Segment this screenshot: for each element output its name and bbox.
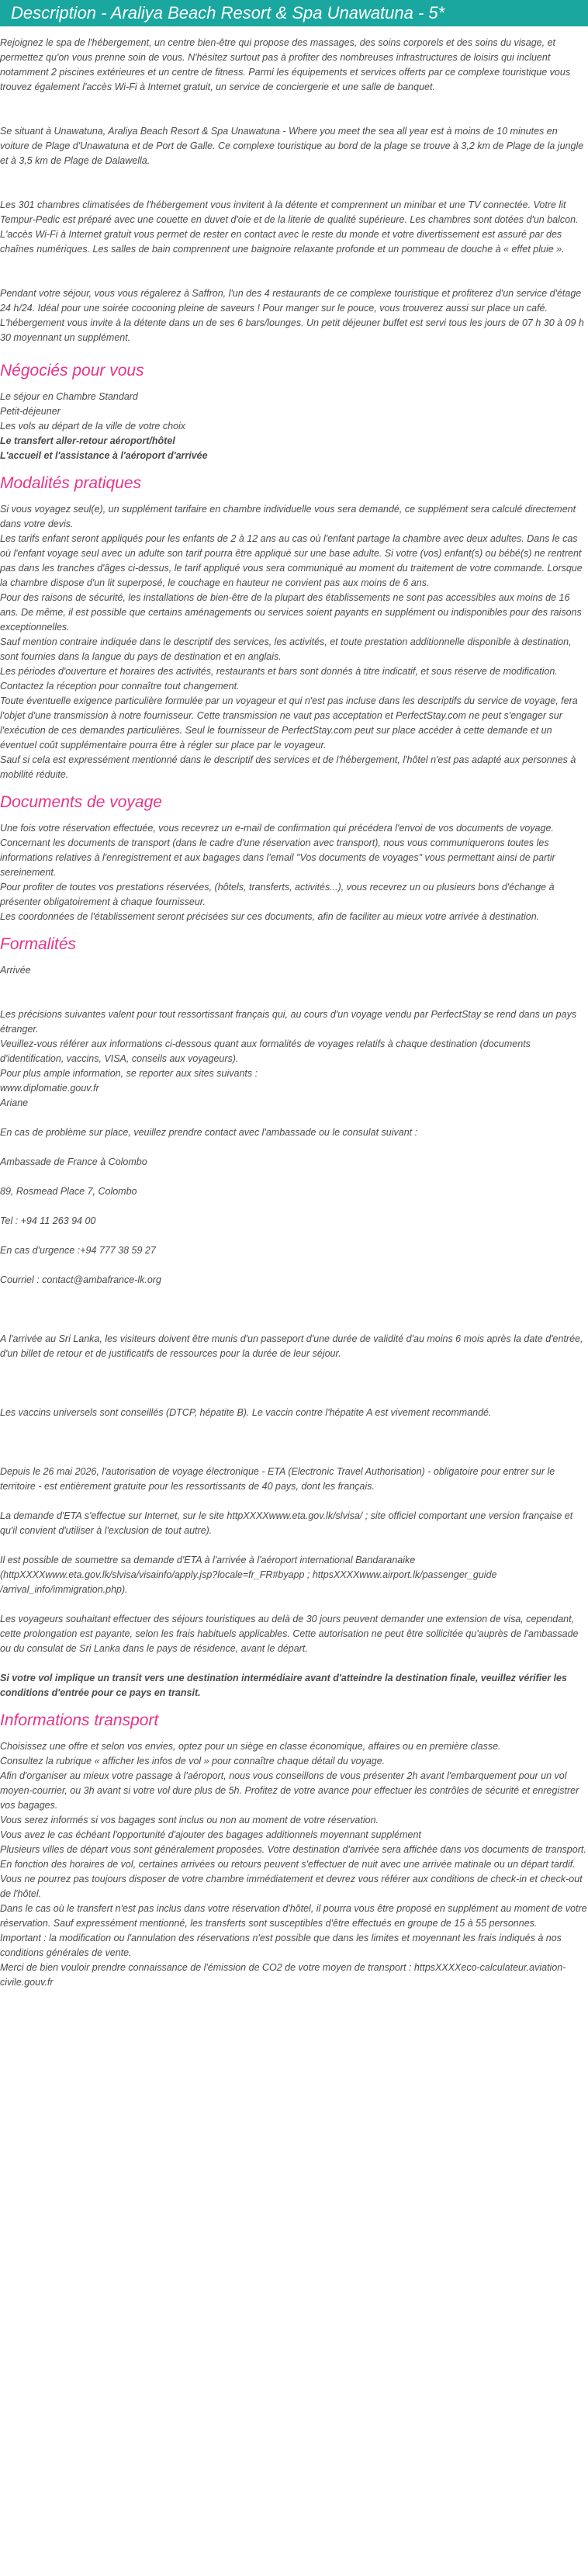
embassy-address: 89, Rosmead Place 7, Colombo bbox=[0, 1186, 137, 1197]
embassy-name: Ambassade de France à Colombo bbox=[0, 1156, 147, 1167]
section-heading-formalites: Formalités bbox=[0, 935, 77, 953]
text-line: Les tarifs enfant seront appliqués pour les enfants de 2 à 12 ans au cas où l'enfant partage la chambre avec deux adultes. Dans le cas où l'enfant voyage seul avec un adulte son tarif pourra être appliqué sur une base adulte. Si votre (vos) enfant(s) ou bébé(s) ne rentrent pas dans les tranches d'âges ci-dessus, le tarif appliqué vous sera communiqué au moment du traitement de votre commande. Lorsque la chambre dispose d'un lit superposé, le couchage en hauteur ne convient pas aux moins de 6 ans. bbox=[0, 533, 583, 588]
description-paragraph: Pendant votre séjour, vous vous régalerez à Saffron, l'un des 4 restaurants de ce complexe touristique et profiterez d'un service d'étage 24 h/24. Idéal pour une soirée cocooning pleine de saveurs ! Pour manger sur le pouce, vous trouverez aussi sur place un café. L'hébergement vous invite à la détente dans un de ses 6 bars/lounges. Un petit déjeuner buffet est servi tous les jours de 07 h 30 à 09 h 30 moyennant un supplément. bbox=[0, 288, 584, 343]
text-line: Il est possible de soumettre sa demande d'ETA à l'arrivée à l'aéroport international Bandaranaike (httpXXXXwww.eta.gov.lk/slvisa/visainfo/apply.jsp?locale=fr_FR#byapp ; httpsXXXXwww.airport.lk/passenger_guide /arrival_info/immigration.php). bbox=[0, 1555, 497, 1595]
text-line: Important : la modification ou l'annulation des réservations n'est possible que dans les limites et moyennant les frais indiqués à nos conditions générales de vente. bbox=[0, 1933, 562, 1958]
list-item: Petit-déjeuner bbox=[0, 406, 61, 417]
text-line: A l'arrivée au Sri Lanka, les visiteurs doivent être munis d'un passeport d'une durée de validité d'au moins 6 mois après la date d'entrée, d'un billet de retour et de justificatifs de ressources pour la durée de leur séjour. bbox=[0, 1333, 583, 1359]
text-line: Les vaccins universels sont conseillés (DTCP, hépatite B). Le vaccin contre l'hépatite A est vivement recommandé. bbox=[0, 1407, 492, 1418]
description-paragraph: Rejoignez le spa de l'hébergement, un centre bien-être qui propose des massages, des soins corporels et des soins du visage, et permettez qu'on vous prenne soin de vous. N'hésitez surtout pas à profiter des nombreuses infrastructures de loisirs qui incluent notamment 2 piscines extérieures et un centre de fitness. Parmi les équipements et services offerts par ce complexe touristique vous trouvez également l'accès Wi-Fi à Internet gratuit, un service de conciergerie et une salle de banquet. bbox=[0, 37, 571, 92]
text-line: Pour des raisons de sécurité, les installations de bien-être de la plupart des établissements ne sont pas accessibles aux moins de 16 ans. De même, il est possible que certains aménagements ou services soient payants en supplément ou indisponibles pour des raisons exceptionnelles. bbox=[0, 592, 582, 633]
text-line: Les précisions suivantes valent pour tout ressortissant français qui, au cours d'un voyage vendu par PerfectStay se rend dans un pays étranger. bbox=[0, 1009, 577, 1035]
list-item: Le séjour en Chambre Standard bbox=[0, 391, 138, 402]
section-heading-negocies: Négociés pour vous bbox=[0, 362, 144, 380]
text-line: Consultez la rubrique « afficher les infos de vol » pour connaître chaque détail du voyage. bbox=[0, 1756, 386, 1766]
text-line: Pour plus ample information, se reporter aux sites suivants : bbox=[0, 1068, 258, 1079]
text-line: En fonction des horaires de vol, certaines arrivées ou retours peuvent s'effectuer de nuit avec une arrivée matinale ou un départ tardif. Vous ne pourrez pas toujours disposer de votre chambre immédiatement et devrez vous référer aux conditions de check-in et check-out de l'hôtel. bbox=[0, 1859, 583, 1899]
text-line: Afin d'organiser au mieux votre passage à l'aéroport, nous vous conseillons de vous présenter 2h avant l'embarquement pour un vol moyen-courrier, ou 3h avant si votre vol dure plus de 5h. Profitez de votre avance pour effectuer les contrôles de sécurité et enregistrer vos bagages. bbox=[0, 1770, 579, 1811]
embassy-tel: Tel : +94 11 263 94 00 bbox=[0, 1215, 96, 1226]
text-line: Toute éventuelle exigence particulière formulée par un voyageur et qui n'est pas incluse dans les descriptifs du service de voyage, fera l'objet d'une transmission à notre fournisseur. Cette transmission ne vaut pas acceptation et PerfectStay.com ne peut s'engager sur l'exécution de ces demandes particulières. Seul le fournisseur de PerfectStay.com peut sur place accéder à cette demande et un éventuel coût supplémentaire pourra être à régler sur place par le voyageur. bbox=[0, 695, 578, 751]
text-line: Les voyageurs souhaitant effectuer des séjours touristiques au delà de 30 jours peuvent demander une extension de visa, cependant, cette prolongation est payante, selon les frais habituels applicables. Cette autorisation ne peut être sollicitée qu'auprès de l'ambassade ou du consulat de Sri Lanka dans le pays de résidence, avant le départ. bbox=[0, 1614, 579, 1654]
arrivee-label: Arrivée bbox=[0, 965, 31, 976]
diplomatie-link[interactable]: www.diplomatie.gouv.fr bbox=[0, 1083, 99, 1094]
description-paragraph: Les 301 chambres climatisées de l'hébergement vous invitent à la détente et comprennent un minibar et une TV connectée. Votre lit Tempur-Pedic est préparé avec une couette en duvet d'oie et de la literie de qualité supérieure. Les chambres sont dotées d'un balcon. L'accès Wi-Fi à Internet gratuit vous permet de rester en contact avec le reste du monde et votre divertissement est assuré par des chaînes numériques. Les salles de bain comprennent une baignoire relaxante profonde et un pommeau de douche à « effet pluie ». bbox=[0, 199, 579, 255]
embassy-email: Courriel : contact@ambafrance-lk.org bbox=[0, 1274, 161, 1285]
text-line: Les coordonnées de l'établissement seront précisées sur ces documents, afin de faciliter au mieux votre arrivée à destination. bbox=[0, 911, 540, 922]
transit-warning: Si votre vol implique un transit vers une destination intermédiaire avant d'atteindre la destination finale, veuillez vérifier les conditions d'entrée pour ce pays en transit. bbox=[0, 1673, 567, 1698]
text-line: Une fois votre réservation effectuée, vous recevrez un e-mail de confirmation qui précédera l'envoi de vos documents de voyage. bbox=[0, 823, 554, 834]
text-line: Choisissez une offre et selon vos envies, optez pour un siège en classe économique, affaires ou en première classe. bbox=[0, 1741, 501, 1752]
description-paragraph: Se situant à Unawatuna, Araliya Beach Resort & Spa Unawatuna - Where you meet the sea all year est à moins de 10 minutes en voiture de Plage d'Unawatuna et de Port de Galle. Ce complexe touristique au bord de la plage se trouve à 3,2 km de Plage de la jungle et à 3,5 km de Plage de Dalawella. bbox=[0, 126, 584, 166]
text-line: Sauf si cela est expressément mentionné dans le descriptif des services et de l'hébergement, l'hôtel n'est pas adapté aux personnes à mobilité réduite. bbox=[0, 754, 576, 780]
text-line: Depuis le 26 mai 2026, l'autorisation de voyage électronique - ETA (Electronic Travel Authorisation) - obligatoire pour entrer sur le territoire - est entièrement gratuite pour les ressortissants de 40 pays, dont les français. bbox=[0, 1466, 555, 1492]
list-item: Les vols au départ de la ville de votre choix bbox=[0, 421, 186, 432]
text-line: Vous serez informés si vos bagages sont inclus ou non au moment de votre réservation. bbox=[0, 1815, 379, 1825]
content bbox=[0, 26, 588, 1990]
text-line: Merci de bien vouloir prendre connaissance de l'émission de CO2 de votre moyen de transport : httpsXXXXeco-calculateur.aviation-civile.gouv.fr bbox=[0, 1962, 566, 1988]
section-heading-modalites: Modalités pratiques bbox=[0, 474, 142, 492]
text-line: Dans le cas où le transfert n'est pas inclus dans votre réservation d'hôtel, il pourra vous être proposé en supplément au moment de votre réservation. Sauf expressément mentionné, les transferts sont susceptibles d'être effectués en groupe de 15 à 55 personnes. bbox=[0, 1903, 587, 1929]
text-line: En cas de problème sur place, veuillez prendre contact avec l'ambassade ou le consulat suivant : bbox=[0, 1127, 418, 1138]
text-line: Vous avez le cas échéant l'opportunité d'ajouter des bagages additionnels moyennant supplément bbox=[0, 1829, 421, 1840]
page-title: Description - Araliya Beach Resort & Spa Unawatuna - 5* bbox=[0, 0, 588, 26]
list-item: L'accueil et l'assistance à l'aéroport d'arrivée bbox=[0, 450, 208, 461]
text-line: La demande d'ETA s'effectue sur Internet, sur le site httpXXXXwww.eta.gov.lk/slvisa/ ; site officiel comportant une version française et qu'il convient d'utiliser à l'exclusion de tout autre). bbox=[0, 1510, 573, 1536]
section-heading-transport: Informations transport bbox=[0, 1711, 159, 1729]
list-item: Le transfert aller-retour aéroport/hôtel bbox=[0, 435, 175, 446]
text-line: Sauf mention contraire indiquée dans le descriptif des services, les activités, et toute prestation additionnelle disponible à destination, sont fournies dans la langue du pays de destination et en anglais. bbox=[0, 636, 572, 662]
text-line: Pour profiter de toutes vos prestations réservées, (hôtels, transferts, activités...), vous recevrez un ou plusieurs bons d'échange à présenter obligatoirement à chaque fournisseur. bbox=[0, 882, 555, 907]
text-line: Veuillez-vous référer aux informations ci-dessous quant aux formalités de voyages relatifs à chaque destination (documents d'identification, vaccins, VISA, conseils aux voyageurs). bbox=[0, 1038, 531, 1064]
text-line: Si vous voyagez seul(e), un supplément tarifaire en chambre individuelle vous sera demandé, ce supplément sera calculé directement dans votre devis. bbox=[0, 504, 576, 529]
text-line: Concernant les documents de transport (dans le cadre d'une réservation avec transport), nous vous communiquerons toutes les informations relatives à l'enregistrement et aux bagages dans l'email "Vos documents de voyages" vous permettant ainsi de partir sereinement. bbox=[0, 837, 555, 878]
text-line: Plusieurs villes de départ vous sont généralement proposées. Votre destination d'arrivée sera affichée dans vos documents de transport. bbox=[0, 1844, 586, 1855]
ariane-link[interactable]: Ariane bbox=[0, 1097, 29, 1108]
embassy-urgence: En cas d'urgence :+94 777 38 59 27 bbox=[0, 1245, 156, 1256]
section-heading-documents: Documents de voyage bbox=[0, 793, 162, 811]
text-line: Les périodes d'ouverture et horaires des activités, restaurants et bars sont donnés à titre indicatif, et sous réserve de modification. Contactez la réception pour connaître tout changement. bbox=[0, 666, 558, 692]
